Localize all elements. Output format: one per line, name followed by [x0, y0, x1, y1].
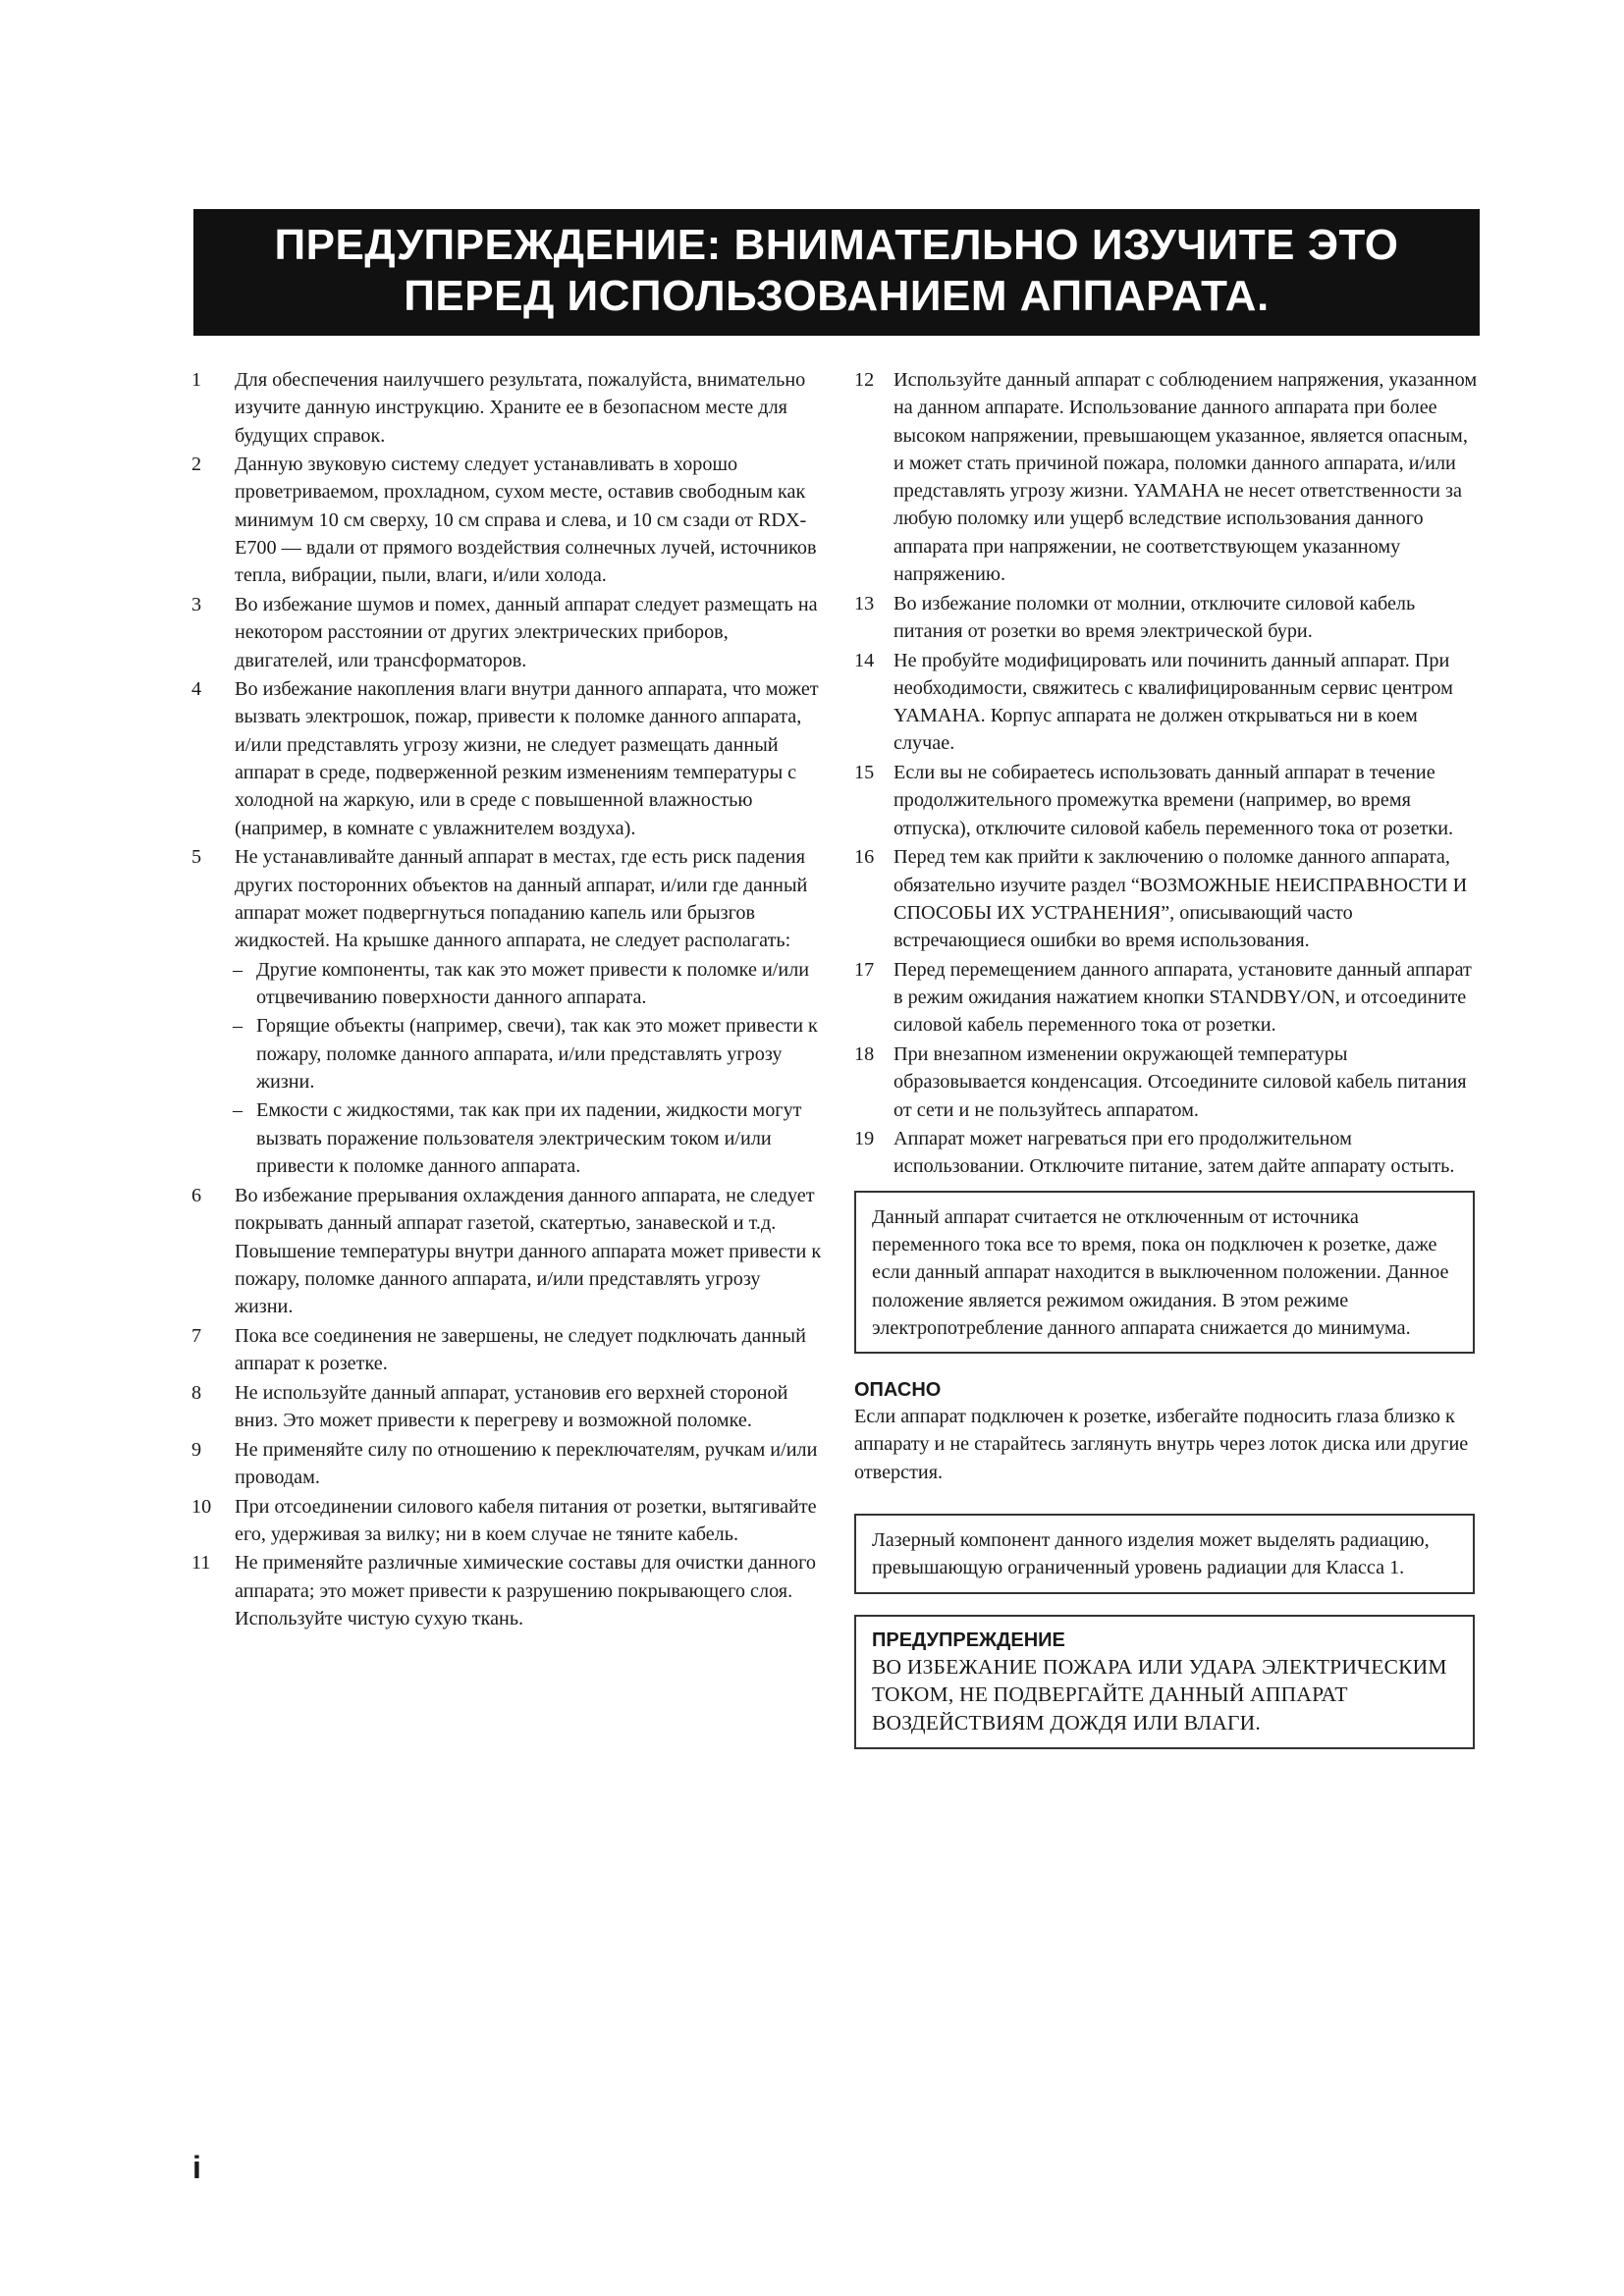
list-item	[191, 1182, 822, 1320]
item-text: При отсоединении силового кабеля питания от розетки, вытягивайте его, удерживая за вилку; ни в коем случае не тяните кабель.	[235, 1495, 817, 1545]
item-text: Во избежание поломки от молнии, отключите силовой кабель питания от розетки во время электрической бури.	[893, 592, 1416, 642]
right-column	[854, 366, 1483, 1749]
laser-notice-text: Лазерный компонент данного изделия может выделять радиацию, превышающую ограниченный уровень радиации для Класса 1.	[872, 1529, 1430, 1579]
banner-line-1: ПРЕДУПРЕЖДЕНИЕ: ВНИМАТЕЛЬНО ИЗУЧИТЕ ЭТО	[274, 221, 1399, 269]
warning-title: ПРЕДУПРЕЖДЕНИЕ	[872, 1629, 1065, 1651]
list-item	[191, 451, 822, 589]
laser-notice-box	[854, 1514, 1475, 1594]
item-text: При внезапном изменении окружающей температуры образовывается конденсация. Отсоедините силовой кабель питания от сети и не пользуйтесь аппаратом.	[893, 1042, 1467, 1121]
item-number: 19	[854, 1128, 875, 1150]
dash-bullet: –	[233, 1015, 244, 1038]
item-number: 8	[191, 1381, 202, 1404]
list-item	[191, 1436, 822, 1492]
item-number: 11	[191, 1552, 211, 1575]
item-text: Пока все соединения не завершены, не следует подключать данный аппарат к розетке.	[235, 1324, 806, 1375]
item-number: 3	[191, 593, 202, 615]
item-number: 12	[854, 369, 875, 391]
item-number: 16	[854, 846, 875, 869]
item-text: Если вы не собираетесь использовать данный аппарат в течение продолжительного промежутка времени (например, во время отпуска), отключите силовой кабель переменного тока от розетки.	[893, 762, 1454, 839]
sub-list-item	[191, 956, 822, 1012]
item-number: 5	[191, 846, 202, 869]
list-item	[191, 675, 822, 842]
banner-line-2: ПЕРЕД ИСПОЛЬЗОВАНИЕМ АППАРАТА.	[404, 272, 1270, 320]
list-item	[191, 366, 822, 450]
list-item	[191, 1549, 822, 1632]
warning-text: ВО ИЗБЕЖАНИЕ ПОЖАРА ИЛИ УДАРА ЭЛЕКТРИЧЕСКИМ ТОКОМ, НЕ ПОДВЕРГАЙТЕ ДАННЫЙ АППАРАТ ВОЗДЕЙСТВИЯМ ДОЖДЯ ИЛИ ВЛАГИ.	[872, 1654, 1447, 1735]
item-number: 2	[191, 454, 202, 476]
page-number: i	[192, 2150, 201, 2185]
list-item	[854, 366, 1483, 588]
list-item	[854, 1041, 1483, 1124]
item-text: Во избежание накопления влаги внутри данного аппарата, что может вызвать электрошок, пожар, привести к поломке данного аппарата, и/или представлять угрозу жизни, не следует размещать данный аппарат в среде, подверженной резким изменениям температуры с холодной на жаркую, или в среде с повышенной влажностью (например, в комнате с увлажнителем воздуха).	[235, 678, 819, 839]
item-text: Не пробуйте модифицировать или починить данный аппарат. При необходимости, свяжитесь с квалифицированным сервис центром YAMAHA. Корпус аппарата не должен открываться ни в коем случае.	[893, 649, 1453, 755]
standby-notice-text: Данный аппарат считается не отключенным от источника переменного тока все то время, пока он подключен к розетке, даже если данный аппарат находится в выключенном положении. Данное положение является режимом ожидания. В этом режиме электропотребление данного аппарата снижается до минимума.	[872, 1205, 1449, 1339]
left-column	[191, 366, 822, 1634]
warning-box	[854, 1615, 1475, 1749]
list-item	[854, 759, 1483, 842]
list-item	[191, 1322, 822, 1378]
item-number: 15	[854, 762, 875, 784]
item-number: 17	[854, 958, 875, 981]
list-item	[191, 591, 822, 674]
item-text: Данную звуковую систему следует устанавливать в хорошо проветриваемом, прохладном, сухом месте, оставив свободным как минимум 10 см сверху, 10 см справа и слева, и 10 см сзади от RDX-E700 — вдали от прямого воздействия солнечных лучей, источников тепла, вибрации, пыли, влаги, и/или холода.	[235, 454, 817, 587]
item-number: 4	[191, 678, 202, 701]
item-text: Не применяйте силу по отношению к переключателям, ручкам и/или проводам.	[235, 1438, 818, 1488]
item-text: Используйте данный аппарат с соблюдением напряжения, указанном на данном аппарате. Использование данного аппарата при более высоком напряжении, превышающем указанное, является опасным, и может стать причиной пожара, поломки данного аппарата, и/или представлять угрозу жизни. YAMAHA не несет ответственности за любую поломку или ущерб вследствие использования данного аппарата при напряжении, не соответствующем указанному напряжению.	[893, 369, 1478, 586]
sub-item-text: Емкости с жидкостями, так как при их падении, жидкости могут вызвать поражение пользователя электрическим током и/или привести к поломке данного аппарата.	[256, 1099, 802, 1177]
item-number: 10	[191, 1495, 212, 1518]
item-number: 1	[191, 369, 202, 391]
list-item	[854, 647, 1483, 758]
item-text: Во избежание прерывания охлаждения данного аппарата, не следует покрывать данный аппарат газетой, скатертью, занавеской и т.д. Повышение температуры внутри данного аппарата может привести к пожару, поломке данного аппарата, и/или представлять угрозу жизни.	[235, 1185, 822, 1318]
item-number: 7	[191, 1324, 202, 1347]
item-text: Не применяйте различные химические составы для очистки данного аппарата; это может привести к разрушению покрывающего слоя. Используйте чистую сухую ткань.	[235, 1552, 816, 1630]
dash-bullet: –	[233, 958, 244, 981]
item-text: Во избежание шумов и помех, данный аппарат следует размещать на некотором расстоянии от других электрических приборов, двигателей, или трансформаторов.	[235, 593, 818, 671]
list-item	[854, 843, 1483, 954]
item-text: Перед перемещением данного аппарата, установите данный аппарат в режим ожидания нажатием кнопки STANDBY/ON, и отсоедините силовой кабель переменного тока от розетки.	[893, 958, 1472, 1037]
standby-notice-box	[854, 1191, 1475, 1354]
item-number: 13	[854, 592, 875, 614]
danger-text: Если аппарат подключен к розетке, избегайте подносить глаза близко к аппарату и не старайтесь заглянуть внутрь через лоток диска или другие отверстия.	[854, 1406, 1469, 1483]
item-number: 18	[854, 1042, 875, 1065]
item-text: Перед тем как прийти к заключению о поломке данного аппарата, обязательно изучите раздел “ВОЗМОЖНЫЕ НЕИСПРАВНОСТИ И СПОСОБЫ ИХ УСТРАНЕНИЯ”, описывающий часто встречающиеся ошибки во время использования.	[893, 846, 1468, 952]
list-item	[191, 1493, 822, 1549]
list-item	[191, 1379, 822, 1435]
dash-bullet: –	[233, 1099, 244, 1122]
item-number: 6	[191, 1185, 202, 1207]
danger-title: ОПАСНО	[854, 1379, 942, 1402]
warning-banner	[193, 209, 1480, 336]
sub-list-item	[191, 1012, 822, 1095]
item-text: Не используйте данный аппарат, установив его верхней стороной вниз. Это может привести к перегреву и возможной поломке.	[235, 1381, 788, 1432]
list-item	[854, 590, 1483, 646]
list-item	[854, 1125, 1483, 1181]
item-text: Не устанавливайте данный аппарат в местах, где есть риск падения других посторонних объектов на данный аппарат, и/или где данный аппарат может подвергнуться попаданию капель или брызгов жидкостей. На крышке данного аппарата, не следует располагать:	[235, 846, 808, 952]
sub-list-item	[191, 1096, 822, 1180]
sub-item-text: Горящие объекты (например, свечи), так как это может привести к пожару, поломке данного аппарата, и/или представлять угрозу жизни.	[256, 1015, 818, 1093]
list-item	[191, 843, 822, 954]
list-item	[854, 956, 1483, 1040]
sub-item-text: Другие компоненты, так как это может привести к поломке и/или отцвечиванию поверхности данного аппарата.	[256, 958, 810, 1009]
item-text: Для обеспечения наилучшего результата, пожалуйста, внимательно изучите данную инструкцию. Храните ее в безопасном месте для будущих справок.	[235, 369, 806, 447]
item-number: 9	[191, 1438, 202, 1461]
item-number: 14	[854, 649, 875, 671]
item-text: Аппарат может нагреваться при его продолжительном использовании. Отключите питание, затем дайте аппарату остыть.	[893, 1128, 1455, 1178]
